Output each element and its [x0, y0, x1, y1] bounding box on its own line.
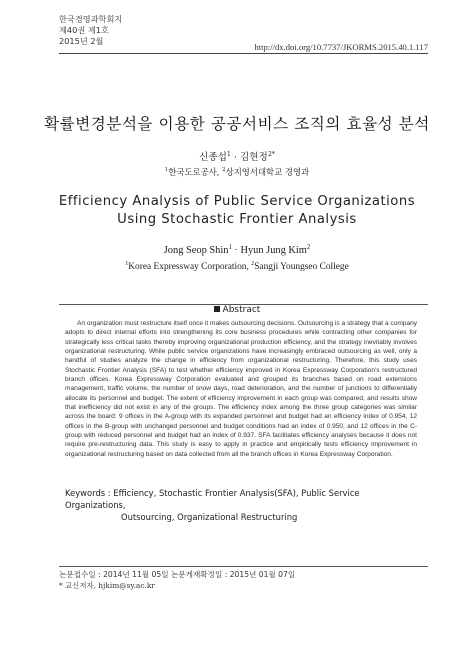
footer-divider [59, 566, 428, 567]
journal-header [59, 14, 122, 46]
journal-date: 2015년 2월 [59, 35, 104, 46]
keywords-label: Keywords : [65, 488, 114, 498]
title-english [0, 193, 474, 229]
header-divider [59, 53, 428, 54]
journal-name: 한국경영과학회지 [59, 14, 123, 24]
authors-korean [0, 149, 474, 163]
affil-2-en-sup: 2 [251, 261, 255, 267]
affil-1-en-sup: 1 [125, 261, 129, 267]
title-en-line-2: Using Stochastic Frontier Analysis [117, 212, 357, 227]
abstract-heading [0, 297, 474, 316]
keywords-line-2: Outsourcing, Organizational Restructuring [121, 512, 298, 522]
journal-volume-issue: 제40권 제1호 [59, 24, 109, 35]
author-2-ko: 김현정 [240, 152, 268, 163]
affiliations-english [0, 262, 474, 272]
authors-english [0, 245, 474, 256]
affiliations-korean [0, 166, 474, 178]
abstract-body [65, 319, 417, 459]
title-korean: 확률변경분석을 이용한 공공서비스 조직의 효율성 분석 [44, 115, 430, 133]
doi-link[interactable]: http://dx.doi.org/10.7737/JKORMS.2015.40.1.117 [254, 42, 428, 52]
received-dates: 논문접수일 : 2014년 11월 05일 논문게재확정일 : 2015년 01월 07일 [59, 570, 296, 579]
author-2-en-sup: 2 [306, 244, 311, 251]
keywords [65, 487, 417, 523]
keywords-line-1: Efficiency, Stochastic Frontier Analysis(SFA), Public Service Organizations, [65, 488, 360, 510]
author-1-en: Jong Seop Shin [163, 245, 229, 256]
author-1-ko: 신종섭 [199, 152, 227, 163]
author-1-en-sup: 1 [228, 244, 232, 251]
affil-1-en: Korea Expressway Corporation, [128, 262, 252, 272]
author-2-ko-sup: 2* [267, 151, 275, 158]
author-2-en: Hyun Jung Kim [240, 245, 307, 256]
title-en-line-1: Efficiency Analysis of Public Service Organizations [58, 194, 416, 209]
authors-en-sep: · [231, 245, 241, 256]
abstract-text: An organization must restructure itself once it makes outsourcing decisions. Outsourcing is a strategy that a company adopts to direct internal efforts into strengthening its core business procedures while contracting other companies for strategically less critical tasks thereby improving organizational production efficiency, and the strategy inevitably involves organizational restructuring. While public service organizations have increasingly embraced outsourcing as well, only a handful of studies analyze the change in efficiency from organizational restructuring. Therefore, this study uses Stochastic Frontier Analysis (SFA) to test whether efficiency improved in Korea Expressway Corporation's restructured branch offices. Korea Expressway Corporation evaluated and grouped its branches based on road extensions management, traffic volume, the number of snow days, road deterioration, and the number of junctions to differentially allocate its personnel and budget. The extent of efficiency improvement in each group was compared, and results show that inefficiency did not exist in any of the groups. The efficiency index among the three group categories was similar across the board: 9 offices in the A-group with its expanded personnel and budget had an efficiency index of 0.954, 12 offices in the B-group with unchanged personnel and budget conditions had an index of 0.950, and 12 offices in the C-group with reduced personnel and budget had an index of 0.937. SFA facilitates efficiency analyses because it does not require pre-restructuring data. This study is easy to apply in practice and empirically tests efficiency improvement in organizational restructuring based on data collected from all the branch offices in Korea Expressway Corporation. [65, 320, 417, 458]
corresponding-author: * 교신저자, hjkim@sy.ac.kr [59, 581, 155, 590]
affil-2-en: Sangji Youngseo College [254, 262, 349, 272]
affil-2-ko: 상지영서대학교 경영과 [225, 167, 310, 177]
square-bullet-icon [214, 306, 220, 312]
affil-2-ko-sup: 2 [222, 167, 226, 173]
authors-ko-sep: · [230, 152, 241, 163]
author-1-ko-sup: 1 [226, 151, 231, 158]
affil-1-ko-sup: 1 [164, 167, 169, 173]
abstract-heading-label: Abstract [222, 305, 261, 315]
affil-1-ko: 한국도로공사, [168, 167, 223, 177]
